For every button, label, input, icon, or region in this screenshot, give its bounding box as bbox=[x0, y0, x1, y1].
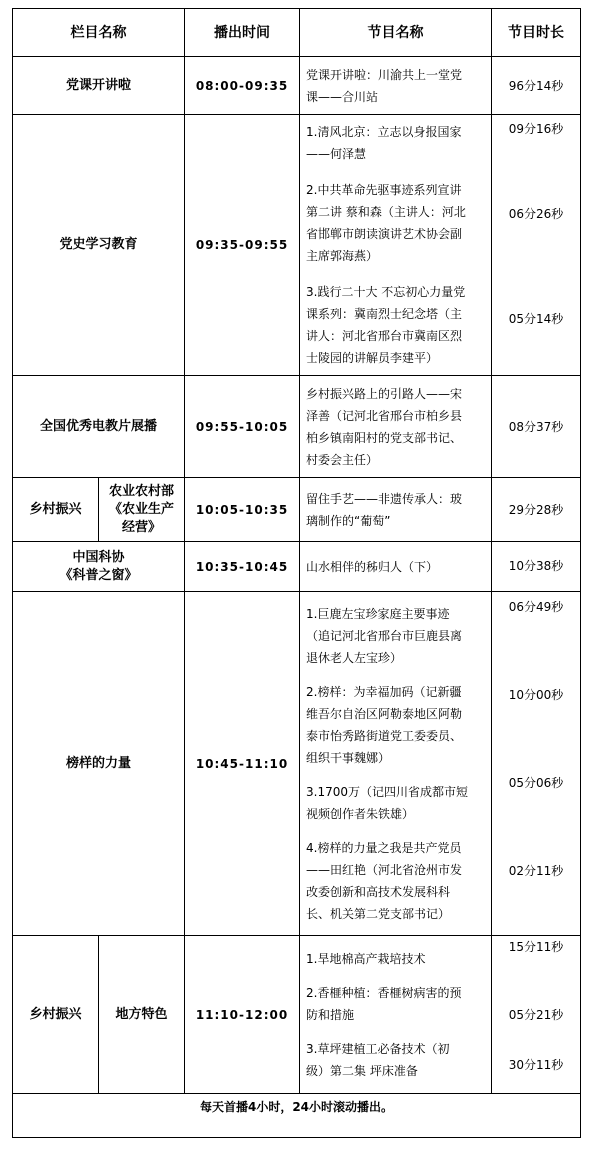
column-name: 中国科协 《科普之窗》 bbox=[13, 542, 185, 592]
air-time: 10:05-10:35 bbox=[185, 478, 300, 542]
column-name: 党史学习教育 bbox=[13, 115, 185, 376]
air-time: 10:45-11:10 bbox=[185, 592, 300, 936]
table-row bbox=[13, 478, 581, 542]
column-name: 乡村振兴 bbox=[13, 478, 99, 542]
air-time: 09:35-09:55 bbox=[185, 115, 300, 376]
duration-cell bbox=[492, 936, 581, 1094]
duration-value: 10分00秒 bbox=[508, 688, 564, 702]
duration-value: 05分14秒 bbox=[508, 312, 564, 326]
duration-cell bbox=[492, 542, 581, 592]
duration-cell bbox=[492, 592, 581, 936]
air-time: 09:55-10:05 bbox=[185, 376, 300, 478]
header-duration: 节目时长 bbox=[492, 9, 581, 57]
program-item: 4.榜样的力量之我是共产党员 ——田红艳（河北省沧州市发 改委创新和高技术发展科科 长、机关第二党支部书记） bbox=[306, 840, 463, 921]
program-item: 乡村振兴路上的引路人——宋 泽善（记河北省邢台市柏乡县 柏乡镇南阳村的党支部书记、 村委会主任） bbox=[306, 386, 463, 467]
duration-value: 30分11秒 bbox=[508, 1058, 564, 1072]
program-item: 3.1700万（记四川省成都市短 视频创作者朱铁雄） bbox=[306, 784, 468, 821]
broadcast-schedule-table bbox=[12, 8, 581, 1138]
duration-value: 10分38秒 bbox=[508, 559, 564, 573]
air-time: 08:00-09:35 bbox=[185, 57, 300, 115]
sub-column-name: 农业农村部 《农业生产 经营》 bbox=[99, 478, 185, 542]
duration-cell bbox=[492, 115, 581, 376]
air-time: 10:35-10:45 bbox=[185, 542, 300, 592]
program-cell bbox=[300, 478, 492, 542]
header-column-name: 栏目名称 bbox=[13, 9, 185, 57]
program-item: 2.榜样：为幸福加码（记新疆 维吾尔自治区阿勒泰地区阿勒 泰市怡秀路街道党工委委员、 组织干事魏娜） bbox=[306, 684, 463, 765]
column-name: 榜样的力量 bbox=[13, 592, 185, 936]
air-time: 11:10-12:00 bbox=[185, 936, 300, 1094]
header-program-name: 节目名称 bbox=[300, 9, 492, 57]
duration-cell bbox=[492, 376, 581, 478]
duration-value: 29分28秒 bbox=[508, 503, 564, 517]
footer-row bbox=[13, 1094, 581, 1138]
column-name: 乡村振兴 bbox=[13, 936, 99, 1094]
duration-value: 05分21秒 bbox=[508, 1008, 564, 1022]
table-row bbox=[13, 115, 581, 376]
program-item: 党课开讲啦：川渝共上一堂党 课——合川站 bbox=[306, 67, 463, 104]
program-item: 1.清风北京：立志以身报国家 ——何泽慧 bbox=[306, 125, 462, 161]
program-cell bbox=[300, 115, 492, 376]
sub-column-name: 地方特色 bbox=[99, 936, 185, 1094]
header-air-time: 播出时间 bbox=[185, 9, 300, 57]
duration-value: 96分14秒 bbox=[508, 79, 564, 93]
program-item: 2.香榧种植：香榧树病害的预 防和措施 bbox=[306, 985, 462, 1022]
program-item: 2.中共革命先驱事迹系列宣讲 第二讲 蔡和森（主讲人：河北 省邯郸市朗读演讲艺术协会副 主席郭海燕） bbox=[306, 183, 466, 263]
program-item: 1.旱地棉高产栽培技术 bbox=[306, 951, 426, 966]
program-item: 1.巨鹿左宝珍家庭主要事迹 （追记河北省邢台市巨鹿县离 退休老人左宝珍） bbox=[306, 606, 463, 665]
duration-value: 08分37秒 bbox=[508, 420, 564, 434]
duration-value: 02分11秒 bbox=[508, 864, 564, 878]
column-name: 党课开讲啦 bbox=[13, 57, 185, 115]
duration-cell bbox=[492, 57, 581, 115]
duration-value: 06分49秒 bbox=[508, 600, 564, 614]
program-cell bbox=[300, 57, 492, 115]
program-item: 3.践行二十大 不忘初心力量党 课系列：冀南烈士纪念塔（主 讲人：河北省邢台市冀南区烈 士陵园的讲解员李建平） bbox=[306, 285, 466, 365]
program-cell bbox=[300, 376, 492, 478]
program-item: 山水相伴的秭归人（下） bbox=[306, 559, 439, 574]
table-row bbox=[13, 376, 581, 478]
program-item: 留住手艺——非遗传承人：玻 璃制作的“葡萄” bbox=[306, 491, 463, 528]
duration-value: 15分11秒 bbox=[508, 940, 564, 954]
program-cell bbox=[300, 542, 492, 592]
duration-value: 05分06秒 bbox=[508, 776, 564, 790]
table-row bbox=[13, 936, 581, 1094]
column-name: 全国优秀电教片展播 bbox=[13, 376, 185, 478]
duration-value: 09分16秒 bbox=[508, 122, 564, 136]
program-cell bbox=[300, 592, 492, 936]
table-row bbox=[13, 57, 581, 115]
program-item: 3.草坪建植工必备技术（初 级）第二集 坪床准备 bbox=[306, 1041, 450, 1078]
table-row bbox=[13, 542, 581, 592]
header-row bbox=[13, 9, 581, 57]
table-row bbox=[13, 592, 581, 936]
program-cell bbox=[300, 936, 492, 1094]
duration-cell bbox=[492, 478, 581, 542]
duration-value: 06分26秒 bbox=[508, 207, 564, 221]
footer-note: 每天首播4小时，24小时滚动播出。 bbox=[13, 1094, 581, 1138]
